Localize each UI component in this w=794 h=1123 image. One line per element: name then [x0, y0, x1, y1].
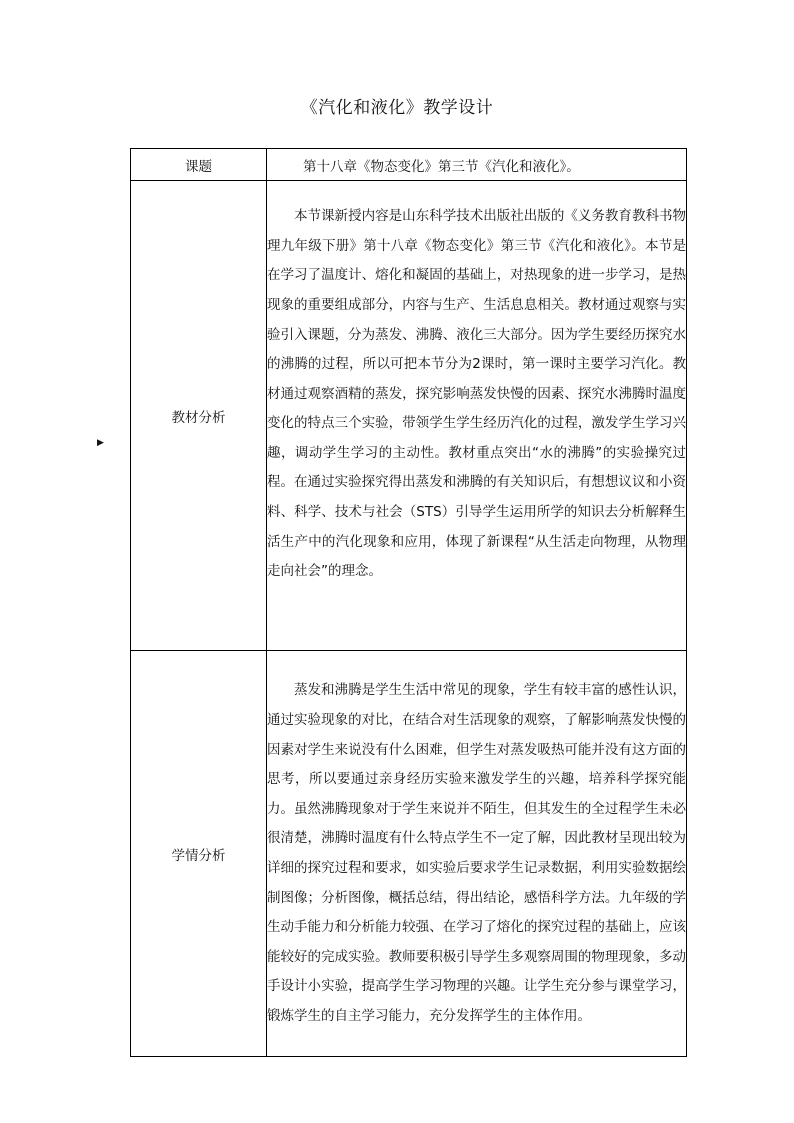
table-row-student-analysis — [131, 651, 687, 1057]
material-analysis-text: 本节课新授内容是山东科学技术出版社出版的《义务教育教科书物理九年级下册》第十八章《物态变化》第三节《汽化和液化》。本节是在学习了温度计、熔化和凝固的基础上，对热现象的进一步学习，是热现象的重要组成部分，内容与生产、生活息息相关。教材通过观察与实验引入课题，分为蒸发、沸腾、液化三大部分。因为学生要经历探究水的沸腾的过程，所以可把本节分为2课时，第一课时主要学习汽化。教材通过观察酒精的蒸发，探究影响蒸发快慢的因素、探究水沸腾时温度变化的特点三个实验，带领学生学生经历汽化的过程，激发学生学习兴趣，调动学生学习的主动性。教材重点突出“水的沸腾”的实验操究过程。在通过实验探究得出蒸发和沸腾的有关知识后，有想想议议和小资料、科学、技术与社会（STS）引导学生运用所学的知识去分析解释生活生产中的汽化现象和应用，体现了新课程“从生活走向物理，从物理走向社会”的理念。 — [267, 208, 686, 580]
page-title: 《汽化和液化》教学设计 — [300, 98, 494, 118]
play-marker-icon: ▶ — [97, 438, 104, 448]
topic-content: 第十八章《物态变化》第三节《汽化和液化》。 — [267, 149, 687, 181]
topic-label: 课题 — [131, 149, 267, 181]
lesson-plan-table — [130, 148, 687, 1057]
student-analysis-text: 蒸发和沸腾是学生生活中常见的现象，学生有较丰富的感性认识，通过实验现象的对比，在结合对生活现象的观察，了解影响蒸发快慢的因素对学生来说没有什么困难，但学生对蒸发吸热可能并没有这方面的思考，所以要通过亲身经历实验来激发学生的兴趣，培养科学探究能力。虽然沸腾现象对于学生来说并不陌生，但其发生的全过程学生未必很清楚，沸腾时温度有什么特点学生不一定了解，因此教材呈现出较为详细的探究过程和要求，如实验后要求学生记录数据，利用实验数据绘制图像；分析图像，概括总结，得出结论，感悟科学方法。九年级的学生动手能力和分析能力较强、在学习了熔化的探究过程的基础上，应该能较好的完成实验。教师要积极引导学生多观察周围的物理现象，多动手设计小实验，提高学生学习物理的兴趣。让学生充分参与课堂学习，锻炼学生的自主学习能力，充分发挥学生的主体作用。 — [267, 682, 686, 1024]
table-row-material-analysis — [131, 181, 687, 651]
student-analysis-label: 学情分析 — [131, 651, 267, 1057]
table-row-topic — [131, 149, 687, 181]
material-analysis-cell — [267, 181, 687, 651]
material-analysis-label: 教材分析 — [131, 181, 267, 651]
student-analysis-cell — [267, 651, 687, 1057]
